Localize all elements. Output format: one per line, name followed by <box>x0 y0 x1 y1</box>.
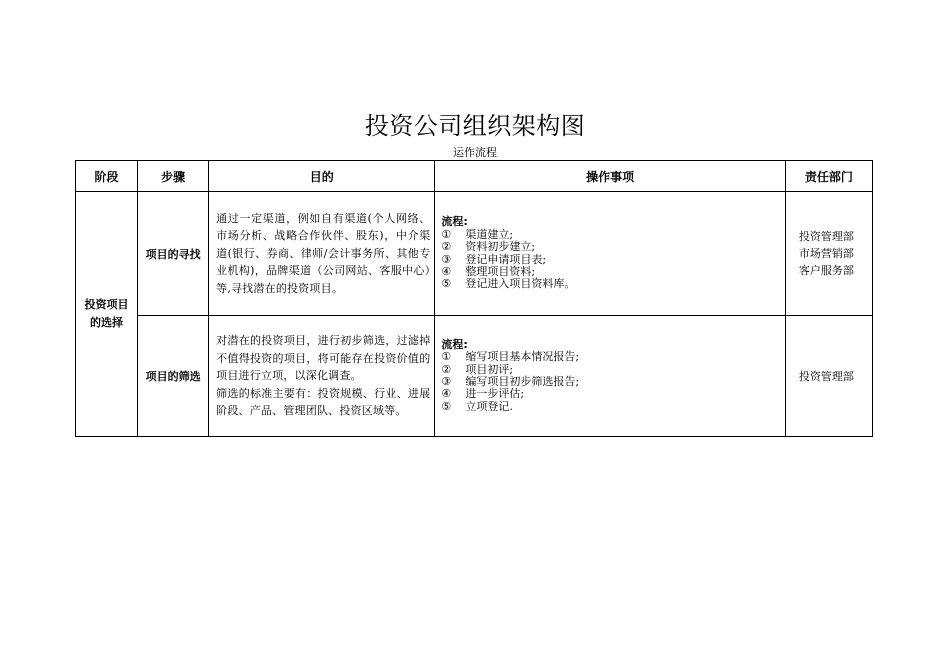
op-text: 进一步评估; <box>465 387 525 401</box>
ops-label: 流程: <box>441 337 468 351</box>
op-text: 整理项目资料; <box>465 264 536 278</box>
op-text: 缩写项目基本情况报告; <box>465 350 580 364</box>
dept-name: 投资管理部 <box>798 369 854 383</box>
op-number: ⑤ <box>441 277 452 291</box>
process-table <box>75 160 873 437</box>
header-row <box>76 161 873 192</box>
table-row <box>76 192 873 316</box>
op-text: 立项登记. <box>465 399 513 413</box>
goal-paragraph: 对潜在的投资项目，进行初步筛选，过滤掉不值得投资的项目，将可能存在投资价值的项目进行立项，以深化调查。 <box>216 334 431 383</box>
op-item <box>441 278 780 290</box>
ops-cell <box>435 316 785 437</box>
stage-label-line1: 投资项目 <box>84 298 129 311</box>
op-number: ④ <box>441 387 452 401</box>
dept-cell <box>785 192 872 316</box>
dept-cell <box>785 316 872 437</box>
step-cell: 项目的筛选 <box>138 316 209 437</box>
page-subtitle: 运作流程 <box>453 146 497 159</box>
op-number: ② <box>441 362 452 376</box>
dept-name: 投资管理部 <box>798 230 854 243</box>
op-number: ② <box>441 240 452 254</box>
step-cell: 项目的寻找 <box>138 192 209 316</box>
ops-cell <box>435 192 785 316</box>
op-number: ④ <box>441 264 452 278</box>
dept-name: 客户服务部 <box>798 264 854 277</box>
op-item <box>441 241 780 253</box>
goal-paragraph: 筛选的标准主要有：投资规模、行业、进展阶段、产品、管理团队、投资区域等。 <box>216 386 431 418</box>
header-stage: 阶段 <box>76 161 138 192</box>
header-ops: 操作事项 <box>435 161 785 192</box>
op-item <box>441 401 780 413</box>
header-dept: 责任部门 <box>785 161 872 192</box>
op-text: 渠道建立; <box>465 227 514 241</box>
op-item <box>441 351 780 363</box>
page-title: 投资公司组织架构图 <box>364 112 586 140</box>
stage-label-line2: 的选择 <box>90 316 124 329</box>
table-row <box>76 316 873 437</box>
goal-cell: 通过一定渠道，例如自有渠道(个人网络、市场分析、战略合作伙伴、股东)，中介渠道(银行、券商、律师/会计事务所、其他专业机构)，品牌渠道（公司网站、客服中心）等,寻找潜在的投资项目。 <box>209 192 435 316</box>
header-goal: 目的 <box>209 161 435 192</box>
op-number: ③ <box>441 252 452 266</box>
op-number: ① <box>441 350 452 364</box>
op-text: 登记进入项目资料库。 <box>465 277 576 291</box>
op-text: 登记申请项目表; <box>465 252 547 266</box>
op-number: ③ <box>441 375 452 388</box>
stage-cell <box>76 192 138 437</box>
op-text: 资料初步建立; <box>465 240 536 254</box>
op-number: ① <box>441 227 452 241</box>
ops-label: 流程: <box>441 215 468 229</box>
op-item <box>441 388 780 400</box>
op-text: 编写项目初步筛选报告; <box>465 375 580 388</box>
dept-name: 市场营销部 <box>798 247 854 260</box>
op-text: 项目初评; <box>465 362 514 376</box>
header-step: 步骤 <box>138 161 209 192</box>
goal-cell <box>209 316 435 437</box>
op-number: ⑤ <box>441 399 452 413</box>
